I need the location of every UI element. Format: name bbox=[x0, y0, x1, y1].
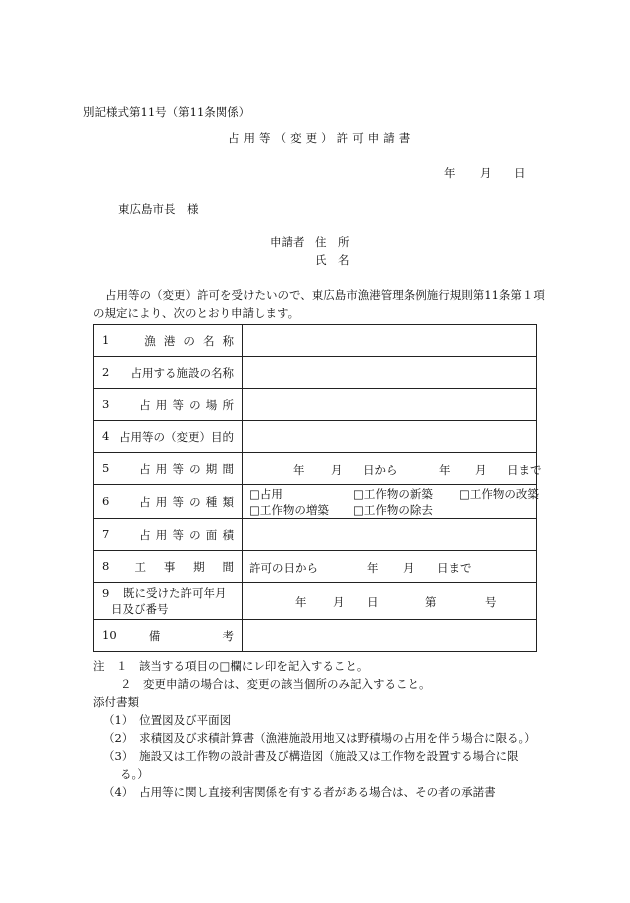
intro-text-line2: の規定により、次のとおり申請します。 bbox=[93, 306, 300, 320]
period-field[interactable] bbox=[243, 453, 542, 485]
row-number: 4 bbox=[102, 428, 110, 443]
checkbox-occupancy[interactable]: □占用 bbox=[249, 486, 283, 501]
row-label-construction-period: 工事期間 bbox=[134, 559, 252, 574]
construction-period-field[interactable] bbox=[243, 551, 537, 583]
checkbox-reconstruction[interactable]: □工作物の改築 bbox=[459, 486, 539, 501]
row-number: 9 bbox=[102, 586, 110, 600]
attachments-title: 添付書類 bbox=[93, 695, 139, 709]
row-number: 2 bbox=[102, 364, 110, 379]
location-field[interactable] bbox=[243, 389, 537, 421]
applicant-name-label: 氏 名 bbox=[315, 253, 350, 267]
table-row bbox=[94, 421, 537, 453]
row-label-port-name: 漁港の名称 bbox=[144, 333, 243, 348]
form-number: 別記様式第11号（第11条関係） bbox=[83, 105, 251, 119]
row-label-prior-permit-line1: 既に受けた許可年月 bbox=[122, 586, 227, 600]
row-number: 6 bbox=[102, 493, 110, 508]
construction-period-prefix: 許可の日から bbox=[249, 560, 318, 575]
attachment-1: （1） 位置図及び平面図 bbox=[103, 713, 232, 727]
row-number: 1 bbox=[102, 332, 110, 347]
checkbox-extension[interactable]: □工作物の増築 bbox=[249, 502, 329, 517]
period-from-month: 月 bbox=[331, 462, 343, 477]
note-2: ２ 変更申請の場合は、変更の該当個所のみ記入すること。 bbox=[120, 677, 431, 691]
facility-name-field[interactable] bbox=[243, 357, 537, 389]
period-to-day: 日まで bbox=[507, 462, 542, 477]
prior-permit-day: 日 bbox=[367, 595, 379, 609]
construction-period-month: 月 bbox=[403, 560, 415, 575]
row-number: 8 bbox=[102, 558, 110, 573]
table-row bbox=[94, 620, 537, 652]
prior-permit-year: 年 bbox=[295, 595, 307, 609]
area-field[interactable] bbox=[243, 519, 537, 551]
date-month-label: 月 bbox=[480, 166, 492, 180]
checkbox-new-construction[interactable]: □工作物の新築 bbox=[353, 486, 433, 501]
period-to-month: 月 bbox=[475, 462, 487, 477]
row-number: 10 bbox=[102, 627, 117, 642]
construction-period-day: 日まで bbox=[437, 560, 472, 575]
note-1: 注 １ 該当する項目の□欄にレ印を記入すること。 bbox=[93, 659, 369, 673]
row-number: 7 bbox=[102, 526, 110, 541]
table-row bbox=[94, 453, 537, 485]
prior-permit-month: 月 bbox=[333, 595, 345, 609]
applicant-label: 申請者 bbox=[270, 235, 305, 249]
row-label-remarks: 備考 bbox=[148, 628, 297, 643]
intro-text-line1: 占用等の（変更）許可を受けたいので、東広島市漁港管理条例施行規則第11条第１項 bbox=[105, 288, 545, 302]
table-row bbox=[94, 389, 537, 421]
row-label-type: 占用等の種類 bbox=[139, 494, 240, 509]
checkbox-removal[interactable]: □工作物の除去 bbox=[353, 502, 433, 517]
table-row bbox=[94, 325, 537, 357]
row-label-location: 占用等の場所 bbox=[139, 397, 240, 412]
table-row bbox=[94, 551, 537, 583]
applicant-address-label: 住 所 bbox=[315, 235, 350, 249]
attachment-4: （4） 占用等に関し直接利害関係を有する者がある場合は、その者の承諾書 bbox=[103, 785, 496, 799]
construction-period-year: 年 bbox=[367, 560, 379, 575]
row-label-facility-name: 占用する施設の名称 bbox=[130, 365, 234, 380]
period-to-year: 年 bbox=[439, 462, 451, 477]
row-number: 3 bbox=[102, 396, 110, 411]
row-label-area: 占用等の面積 bbox=[139, 527, 240, 542]
type-field bbox=[243, 485, 537, 519]
prior-permit-dai: 第 bbox=[425, 595, 437, 609]
page-title: 占用等（変更）許可申請書 bbox=[228, 131, 415, 145]
period-from-year: 年 bbox=[293, 462, 305, 477]
table-row bbox=[94, 583, 537, 620]
table-row bbox=[94, 519, 537, 551]
row-label-prior-permit-line2: 日及び番号 bbox=[111, 602, 169, 616]
row-label-purpose: 占用等の（変更）目的 bbox=[119, 429, 234, 444]
row-label-period: 占用等の期間 bbox=[139, 461, 240, 476]
port-name-field[interactable] bbox=[243, 325, 537, 357]
attachment-3-line2: る。） bbox=[120, 767, 149, 781]
attachment-3-line1: （3） 施設又は工作物の設計書及び構造図（施設又は工作物を設置する場合に限 bbox=[103, 749, 519, 763]
application-form-table bbox=[93, 324, 542, 652]
period-from-day: 日から bbox=[363, 462, 398, 477]
date-day-label: 日 bbox=[514, 166, 526, 180]
purpose-field[interactable] bbox=[243, 421, 537, 453]
addressee: 東広島市長 様 bbox=[118, 202, 199, 216]
attachment-2: （2） 求積図及び求積計算書（漁港施設用地又は野積場の占用を伴う場合に限る。） bbox=[103, 731, 536, 745]
table-row bbox=[94, 357, 537, 389]
table-row bbox=[94, 485, 537, 519]
prior-permit-field[interactable] bbox=[243, 583, 537, 620]
row-number: 5 bbox=[102, 460, 110, 475]
prior-permit-go: 号 bbox=[485, 595, 497, 609]
date-year-label: 年 bbox=[444, 166, 456, 180]
